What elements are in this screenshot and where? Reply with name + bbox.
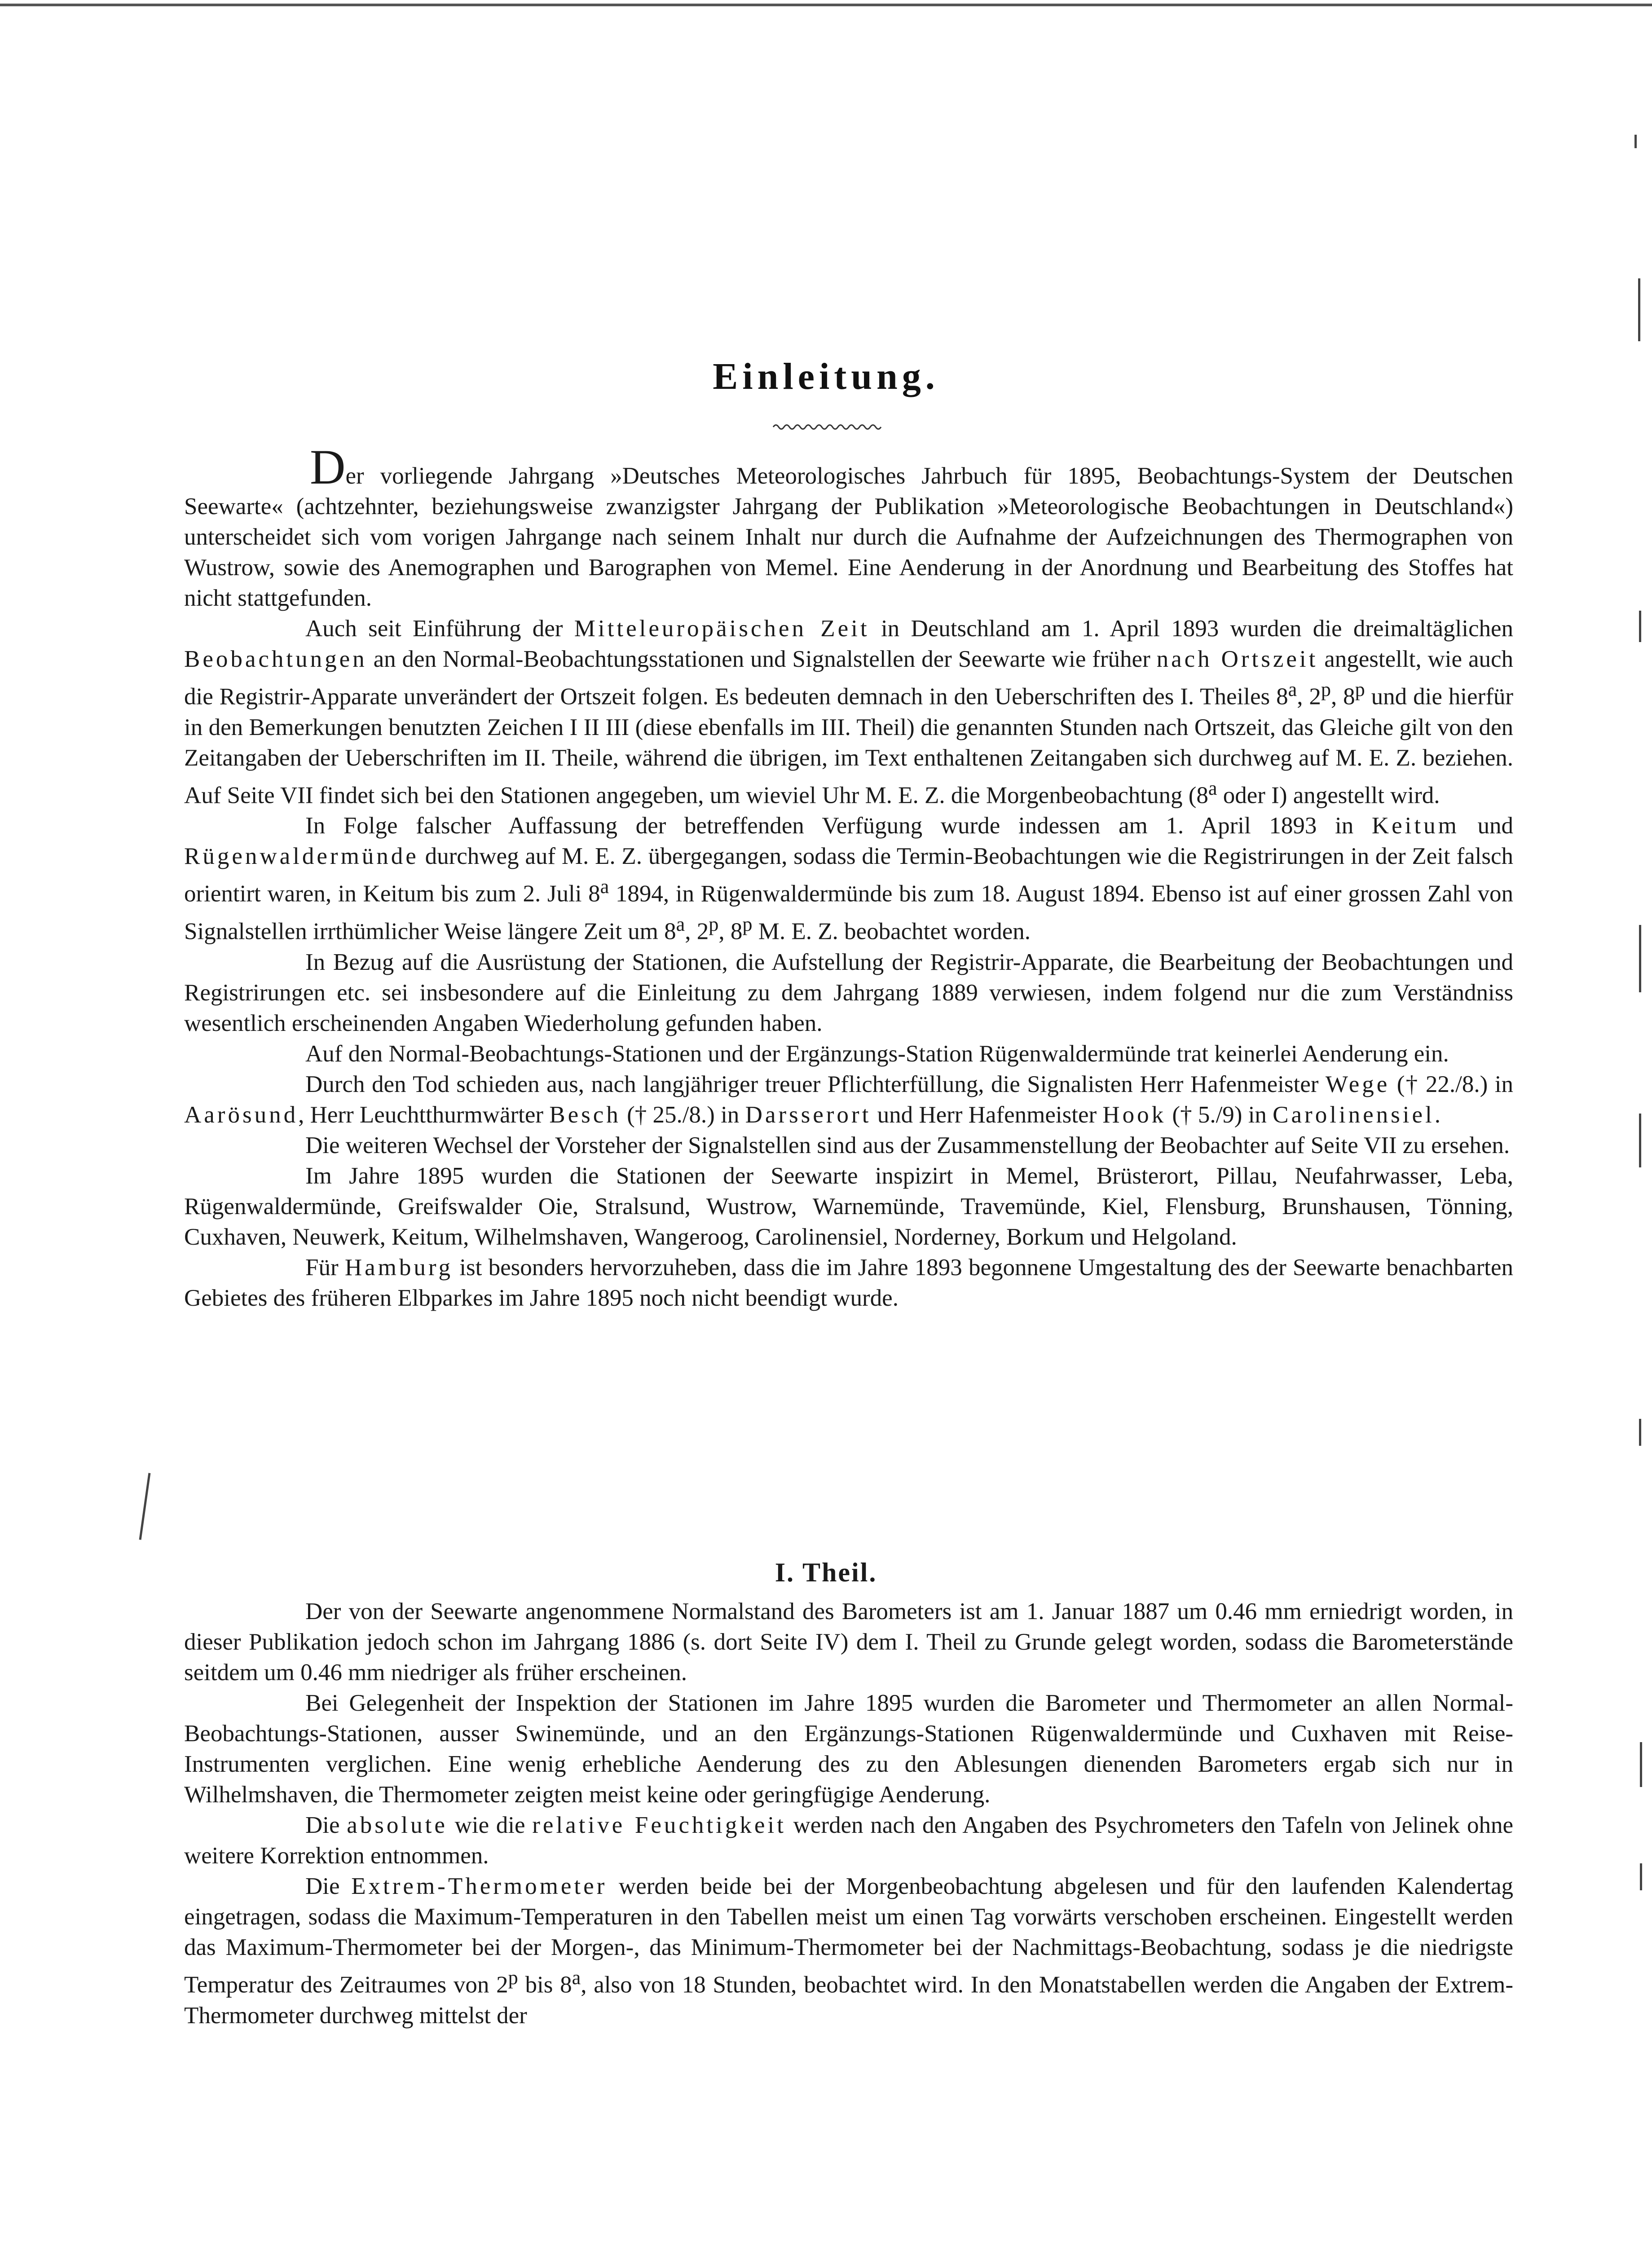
spaced-emphasis: Extrem-Thermometer — [351, 1873, 608, 1899]
text-run: , 8 — [718, 918, 743, 945]
text-run: werden beide bei der Morgenbeobachtung abgelesen und für den laufenden Kalendertag eingetragen, sodass die Maximum-Temperaturen in den Tabellen meist um einen Tag vorwärts verschoben erscheinen. Eingestellt werden das Maximum-Thermometer bei der Morgen-, das Minimum-Thermometer bei der Nachmittags-Beobachtung, sodass je die niedrigste Temperatur des Zeitraumes von 2 — [184, 1873, 1513, 1998]
spaced-emphasis: Hook — [1102, 1101, 1167, 1128]
text-run: , 2 — [685, 918, 709, 945]
text-run: In Folge falscher Auffassung der betreffenden Verfügung wurde indessen am 1. April 1893 in — [305, 813, 1372, 839]
text-run: Der von der Seewarte angenommene Normalstand des Barometers ist am 1. Januar 1887 um 0.46 mm erniedrigt worden, in dieser Publikation jedoch schon im Jahrgang 1886 (s. dort Seite IV) dem I. Theil zu Grunde gelegt worden, sodass die Barometerstände seitdem um 0.46 mm niedriger als früher erscheinen. — [184, 1598, 1513, 1686]
spaced-emphasis: Darsserort — [745, 1101, 872, 1128]
text-run: bis 8 — [518, 1972, 572, 1998]
paragraph — [184, 1810, 1513, 1871]
paragraph — [184, 1039, 1513, 1069]
paragraph — [184, 613, 1513, 810]
superscript: a — [572, 1967, 581, 1989]
text-run: Bei Gelegenheit der Inspektion der Stationen im Jahre 1895 wurden die Barometer und Thermometer an allen Normal-Beobachtungs-Stationen, ausser Swinemünde, und an den Ergänzungs-Stationen Rügenwaldermünde und Cuxhaven mit Reise-Instrumenten verglichen. Eine wenig erhebliche Aenderung des zu den Ablesungen dienenden Barometers ergab sich nur in Wilhelmshaven, die Thermometer zeigten meist keine oder geringfügige Aenderung. — [184, 1690, 1513, 1808]
superscript: p — [742, 913, 753, 935]
superscript: a — [1288, 678, 1297, 700]
paragraph — [184, 1871, 1513, 2031]
paragraph — [184, 947, 1513, 1039]
superscript: p — [709, 913, 719, 935]
text-run: . — [1434, 1101, 1441, 1128]
text-run: werden nach den Angaben des Psychrometers den Tafeln von Jelinek ohne weitere Korrektion entnommen. — [184, 1812, 1513, 1869]
text-run: wie die — [447, 1812, 533, 1838]
superscript: a — [600, 876, 609, 898]
spaced-emphasis: Hamburg — [344, 1254, 454, 1281]
title-ornament — [772, 421, 885, 433]
text-run: , also von 18 Stunden, beobachtet wird. In den Monatstabellen werden die Angaben der Extrem-Thermometer durchweg mittelst der — [184, 1972, 1513, 2029]
paragraph — [184, 1161, 1513, 1252]
text-run: ist besonders hervorzuheben, dass die im Jahre 1893 begonnene Umgestaltung des der Seewarte benachbarten Gebietes des früheren Elbparkes im Jahre 1895 noch nicht beendigt wurde. — [184, 1254, 1513, 1311]
text-run: Auch seit Einführung der — [305, 616, 574, 642]
text-run: († 5./9) in — [1166, 1101, 1273, 1128]
text-run: angestellt, wie auch die Registrir-Apparate unverändert der Ortszeit folgen. Es bedeuten demnach in den Ueberschriften des I. Theiles 8 — [184, 646, 1513, 710]
text-run: an den Normal-Beobachtungsstationen und Signalstellen der Seewarte wie früher — [367, 646, 1157, 672]
margin-mark — [1634, 135, 1637, 148]
margin-mark — [1640, 1742, 1642, 1787]
paragraph — [184, 1130, 1513, 1161]
text-run: durchweg auf M. E. Z. übergegangen, sodass die Termin-Beobachtungen wie die Registrirungen in der Zeit falsch orientirt waren, in Keitum bis zum 2. Juli 8 — [184, 843, 1513, 907]
text-run: Für — [305, 1254, 345, 1281]
spaced-emphasis: Aarösund — [184, 1101, 299, 1128]
margin-mark — [1639, 611, 1641, 642]
spaced-emphasis: Beobachtungen — [184, 646, 367, 672]
superscript: a — [676, 913, 685, 935]
margin-mark — [1639, 925, 1641, 992]
spaced-emphasis: Besch — [549, 1101, 621, 1128]
text-run: In Bezug auf die Ausrüstung der Stationen, die Aufstellung der Registrir-Apparate, die Bearbeitung der Beobachtungen und Registrirungen etc. sei insbesondere auf die Einleitung zu dem Jahrgang 1889 verwiesen, indem folgend nur die zum Verständniss wesentlich erscheinenden Angaben Wiederholung gefunden haben. — [184, 949, 1513, 1036]
text-run: und die hierfür in den Bemerkungen benutzten Zeichen I II III (diese ebenfalls im III. Theil) die genannten Stunden nach Ortszeit, das Gleiche gilt von den Zeitangaben der Ueberschriften im II. Theile, während die übrigen, im Text enthaltenen Zeitangaben sich durchweg auf M. E. Z. beziehen. Auf Seite VII findet sich bei den Stationen angegeben, um wieviel Uhr M. E. Z. die Morgenbeobachtung (8 — [184, 683, 1513, 809]
superscript: p — [1321, 678, 1331, 700]
margin-mark — [1638, 278, 1640, 341]
paragraph — [184, 1069, 1513, 1130]
text-run: , Herr Leuchtthurmwärter — [298, 1101, 550, 1128]
paragraph — [184, 1596, 1513, 1688]
text-run: Die — [305, 1873, 352, 1899]
text-run: und — [1459, 813, 1513, 839]
spaced-emphasis: nach Ortszeit — [1156, 646, 1318, 672]
paragraph — [184, 810, 1513, 946]
paragraph — [184, 1688, 1513, 1810]
spaced-emphasis: absolute — [347, 1812, 448, 1838]
text-run: († 22./8.) in — [1390, 1071, 1514, 1097]
paragraph — [184, 1252, 1513, 1313]
spaced-emphasis: Carolinensiel — [1273, 1101, 1435, 1128]
margin-mark — [1640, 1863, 1642, 1890]
text-run: , 2 — [1297, 683, 1321, 710]
margin-mark — [139, 1473, 151, 1540]
superscript: p — [508, 1967, 518, 1989]
drop-cap: D — [310, 440, 346, 494]
text-run: Auf den Normal-Beobachtungs-Stationen und der Ergänzungs-Station Rügenwaldermünde trat keinerlei Aenderung ein. — [305, 1040, 1449, 1067]
spaced-emphasis: Rügenwaldermünde — [184, 843, 419, 870]
text-run: , 8 — [1330, 683, 1355, 710]
top-border-rule — [0, 4, 1652, 6]
text-run: 1894, in Rügenwaldermünde bis zum 18. August 1894. Ebenso ist auf einer grossen Zahl von Signalstellen irrthümlicher Weise längere Zeit um 8 — [184, 880, 1513, 945]
section-heading: I. Theil. — [775, 1558, 877, 1587]
spaced-emphasis: Mitteleuropäischen Zeit — [574, 616, 870, 642]
text-run: in Deutschland am 1. April 1893 wurden die dreimaltäglichen — [869, 616, 1513, 642]
paragraph — [184, 440, 1513, 613]
page-title: Einleitung. — [713, 356, 939, 397]
introduction-body — [184, 440, 1514, 1313]
text-run: Durch den Tod schieden aus, nach langjähriger treuer Pflichterfüllung, die Signalisten Herr Hafenmeister — [305, 1071, 1326, 1097]
text-run: und Herr Hafenmeister — [871, 1101, 1103, 1128]
text-run: Die weiteren Wechsel der Vorsteher der Signalstellen sind aus der Zusammenstellung der Beobachter auf Seite VII zu ersehen. — [305, 1132, 1510, 1158]
superscript: a — [1208, 777, 1217, 799]
spaced-emphasis: relative Feuchtigkeit — [532, 1812, 786, 1838]
superscript: p — [1355, 678, 1365, 700]
part-one-body — [184, 1596, 1513, 2031]
text-run: († 25./8.) in — [621, 1101, 745, 1128]
text-run: Die — [305, 1812, 347, 1838]
text-run: er vorliegende Jahrgang »Deutsches Meteorologisches Jahrbuch für 1895, Beobachtungs-System der Deutschen Seewarte« (achtzehnter, beziehungsweise zwanzigster Jahrgang der Publikation »Meteorologische Beobachtungen in Deutschland«) unterscheidet sich vom vorigen Jahrgange nach seinem Inhalt nur durch die Aufnahme der Aufzeichnungen des Thermographen von Wustrow, sowie des Anemographen und Barographen von Memel. Eine Aenderung in der Anordnung und Bearbeitung des Stoffes hat nicht stattgefunden. — [184, 463, 1513, 611]
spaced-emphasis: Keitum — [1371, 813, 1459, 839]
margin-mark — [1639, 1114, 1641, 1167]
spaced-emphasis: Wege — [1325, 1071, 1390, 1097]
margin-mark — [1639, 1419, 1641, 1446]
text-run: Im Jahre 1895 wurden die Stationen der Seewarte inspizirt in Memel, Brüsterort, Pillau, Neufahrwasser, Leba, Rügenwaldermünde, Greifswalder Oie, Stralsund, Wustrow, Warnemünde, Travemünde, Kiel, Flensburg, Brunshausen, Tönning, Cuxhaven, Neuwerk, Keitum, Wilhelmshaven, Wangeroog, Carolinensiel, Norderney, Borkum und Helgoland. — [184, 1162, 1513, 1250]
text-run: oder I) angestellt wird. — [1217, 782, 1440, 809]
text-run: M. E. Z. beobachtet worden. — [752, 918, 1031, 945]
